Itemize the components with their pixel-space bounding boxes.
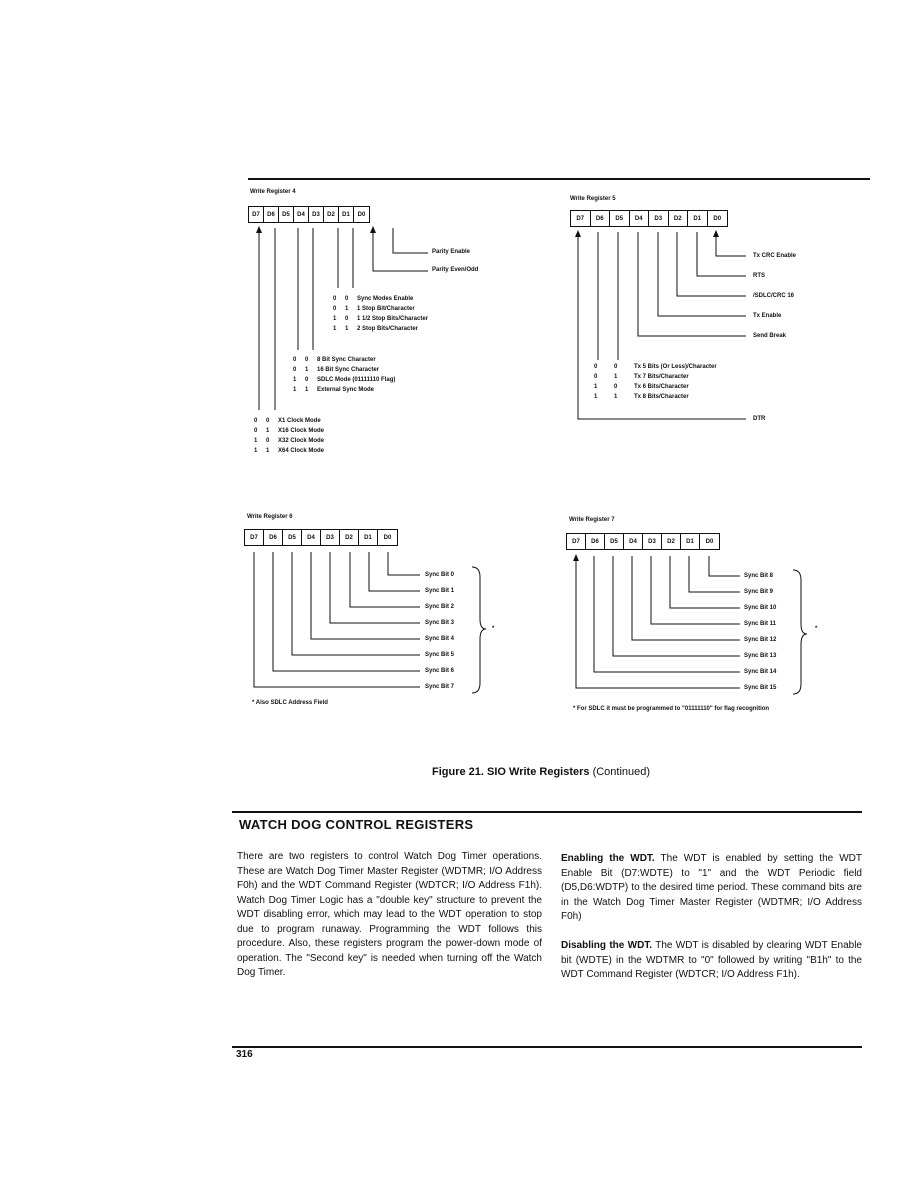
wr4-bit-d0: D0: [357, 211, 366, 218]
mode-row: 1 1 External Sync Mode: [293, 387, 375, 393]
wr6-brace-mark: *: [492, 626, 495, 632]
wr7-bit-d1: D1: [681, 534, 700, 549]
wr6-bit-d0: D0: [383, 534, 392, 541]
wr6-bit-d5: D5: [283, 530, 302, 545]
mode-row: 1 1 2 Stop Bits/Character: [333, 326, 419, 332]
wr7-bit-d6: D6: [586, 534, 605, 549]
wr5-tx-modes: [594, 362, 717, 402]
wr4-bit-d2: D2: [324, 207, 339, 222]
wr6-label: Sync Bit 3: [425, 620, 455, 626]
wr5-bit-d7: D7: [571, 211, 591, 226]
disable-text: The WDT is disabled by clearing WDT Enable bit (WDTE) in the WDTMR to "0" followed by writing "B1h" to the WDT Command Register (WDTCR; I/O Address F1h).: [561, 940, 862, 980]
wr4-title: Write Register 4: [250, 189, 296, 195]
wr7-label: Sync Bit 9: [744, 589, 774, 595]
wr6-label: Sync Bit 5: [425, 652, 455, 658]
mode-row: 0 1 X16 Clock Mode: [254, 428, 325, 434]
wr7-footnote: * For SDLC it must be programmed to "01111110" for flag recognition: [573, 706, 770, 712]
left-paragraph: There are two registers to control Watch Dog Timer operations. These are Watch Dog Timer Master Register (WDTMR; I/O Address F0h) and the WDT Command Register (WDTCR; I/O Address F1h). Watch Dog Timer Logic has a "double key" structure to prevent the WDT disabling error, which may lead to the WDT operation to stop due to program runaway. Programming the WDT follows this procedure. Also, these registers program the power-down mode of operation. The "Second key" is needed when turning off the Watch Dog Timer.: [237, 851, 542, 978]
wr5-label: /SDLC/CRC 16: [753, 293, 795, 299]
wr4-bit-d6: D6: [264, 207, 279, 222]
wr6-bit-row: [244, 529, 398, 546]
enable-paragraph: [561, 852, 862, 925]
mode-row: 0 0 Sync Modes Enable: [333, 296, 414, 302]
wr6-bit-d1: D1: [359, 530, 378, 545]
wr7-title: Write Register 7: [569, 517, 615, 523]
wr6-label: Sync Bit 1: [425, 588, 455, 594]
mode-row: 1 0 1 1/2 Stop Bits/Character: [333, 316, 429, 322]
wr5-bit-d4: D4: [630, 211, 650, 226]
wr7-label: Sync Bit 14: [744, 669, 777, 675]
wr7-label: Sync Bit 12: [744, 637, 777, 643]
wr6-title: Write Register 6: [247, 514, 293, 520]
mode-row: 0 0 X1 Clock Mode: [254, 418, 321, 424]
wr4-bit-d1: D1: [339, 207, 354, 222]
wr4-clock-modes: [254, 416, 324, 456]
wr6-bit-d2: D2: [340, 530, 359, 545]
wr7-bit-d3: D3: [643, 534, 662, 549]
wr6-bit-d3: D3: [321, 530, 340, 545]
wr7-label: Sync Bit 11: [744, 621, 777, 627]
wr5-bit-row: [570, 210, 728, 227]
disable-paragraph: [561, 939, 862, 983]
wr6-label: Sync Bit 0: [425, 572, 455, 578]
wr5-bit-d1: D1: [688, 211, 708, 226]
wr5-label: Send Break: [753, 333, 787, 339]
wr7-bit-d0: D0: [705, 538, 714, 545]
wr7-bit-d7: D7: [567, 534, 586, 549]
enable-title: Enabling the WDT.: [561, 853, 655, 864]
wr5-bit-d5: D5: [610, 211, 630, 226]
enable-text: The WDT is enabled by setting the WDT Enable Bit (D7:WDTE) to "1" and the WDT Periodic field (D5,D6:WDTP) to the desired time period. These command bits are in the Watch Dog Timer Master Register (WDTMR; I/O Address F0h): [561, 853, 863, 922]
mode-row: 0 1 16 Bit Sync Character: [293, 367, 380, 373]
mode-row: 0 0 Tx 5 Bits (Or Less)/Character: [594, 364, 717, 370]
section-heading: WATCH DOG CONTROL REGISTERS: [239, 817, 474, 832]
mode-row: 1 0 X32 Clock Mode: [254, 438, 325, 444]
mode-row: 0 1 Tx 7 Bits/Character: [594, 374, 689, 380]
wr7-label: Sync Bit 10: [744, 605, 777, 611]
wr4-sync-modes: [293, 355, 395, 395]
wr6-bit-d6: D6: [264, 530, 283, 545]
wr7-bit-d4: D4: [624, 534, 643, 549]
wr5-bit-d6: D6: [591, 211, 611, 226]
wr5-bit-d3: D3: [649, 211, 669, 226]
wr5-bit-d0: D0: [713, 215, 722, 222]
mode-row: 0 0 8 Bit Sync Character: [293, 357, 376, 363]
wr7-bit-d5: D5: [605, 534, 624, 549]
wr5-bit-d2: D2: [669, 211, 689, 226]
wr7-bit-row: [566, 533, 720, 550]
wr4-stop-modes: [333, 294, 428, 334]
wr7-label: Sync Bit 15: [744, 685, 777, 691]
wr6-label: Sync Bit 2: [425, 604, 455, 610]
wr4-bit-d7: D7: [249, 207, 264, 222]
figure-caption: Figure 21. SIO Write Registers (Continued): [432, 766, 651, 778]
wr4-bit-row: [248, 206, 370, 223]
wr6-label: Sync Bit 7: [425, 684, 455, 690]
wr4-bit-d4: D4: [294, 207, 309, 222]
wr7-bit-d2: D2: [662, 534, 681, 549]
wr7-brace-mark: *: [815, 626, 818, 632]
wr5-title: Write Register 5: [570, 196, 616, 202]
wr4-bit-d3: D3: [309, 207, 324, 222]
mode-row: 1 1 X64 Clock Mode: [254, 448, 325, 454]
disable-title: Disabling the WDT.: [561, 940, 653, 951]
wr6-bit-d4: D4: [302, 530, 321, 545]
mode-row: 1 1 Tx 8 Bits/Character: [594, 394, 689, 400]
wr4-label: Parity Even/Odd: [432, 267, 479, 273]
wr7-label: Sync Bit 13: [744, 653, 777, 659]
mode-row: 0 1 1 Stop Bit/Character: [333, 306, 415, 312]
wr6-bit-d7: D7: [245, 530, 264, 545]
page-number: 316: [236, 1049, 253, 1060]
mode-row: 1 0 SDLC Mode (01111110 Flag): [293, 377, 396, 383]
wr5-label: Tx CRC Enable: [753, 253, 797, 259]
wr4-bit-d5: D5: [279, 207, 294, 222]
wr6-footnote: * Also SDLC Address Field: [252, 700, 328, 706]
wr4-label: Parity Enable: [432, 249, 471, 255]
wr7-label: Sync Bit 8: [744, 573, 774, 579]
wr5-label: RTS: [753, 273, 765, 279]
wr5-dtr-label: DTR: [753, 416, 766, 422]
wr6-label: Sync Bit 6: [425, 668, 455, 674]
wr6-label: Sync Bit 4: [425, 636, 455, 642]
mode-row: 1 0 Tx 6 Bits/Character: [594, 384, 689, 390]
wr5-label: Tx Enable: [753, 313, 782, 319]
